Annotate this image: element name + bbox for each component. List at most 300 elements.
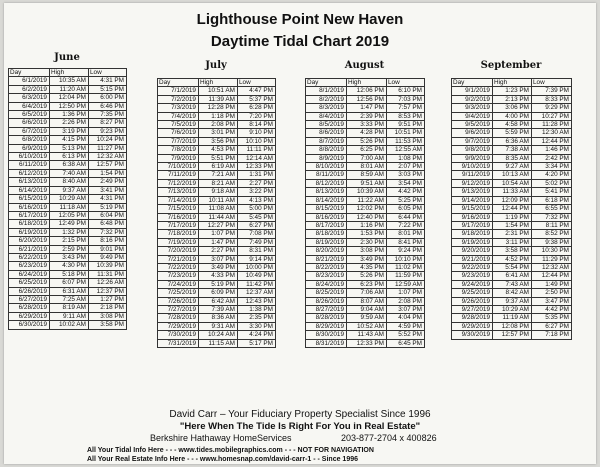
low-tide-cell: 3:54 PM — [387, 179, 425, 187]
table-row — [306, 221, 425, 229]
date-cell: 8/14/2019 — [306, 196, 347, 204]
table-row — [9, 178, 127, 186]
low-tide-cell: 8:27 PM — [89, 119, 127, 127]
high-tide-cell: 4:00 PM — [493, 112, 532, 120]
low-tide-cell: 2:18 PM — [89, 304, 127, 312]
low-tide-cell: 6:46 PM — [89, 102, 127, 110]
date-cell: 9/17/2019 — [452, 221, 493, 229]
high-tide-cell: 5:54 PM — [493, 263, 532, 271]
low-tide-cell: 4:04 PM — [387, 314, 425, 322]
low-tide-cell: 7:32 PM — [89, 228, 127, 236]
low-tide-cell: 11:31 PM — [89, 270, 127, 278]
high-tide-cell: 4:33 PM — [199, 272, 238, 280]
date-cell: 6/1/2019 — [9, 77, 50, 85]
month-title-july: July — [205, 60, 227, 71]
date-cell: 8/5/2019 — [306, 121, 347, 129]
table-row — [452, 213, 572, 221]
table-row — [452, 263, 572, 271]
high-tide-cell: 12:05 PM — [50, 211, 89, 219]
date-cell: 8/1/2019 — [306, 87, 347, 95]
low-tide-cell: 4:47 PM — [238, 87, 276, 95]
high-tide-cell: 9:51 AM — [347, 179, 387, 187]
date-cell: 8/8/2019 — [306, 146, 347, 154]
high-tide-cell: 12:28 PM — [199, 104, 238, 112]
high-tide-cell: 2:59 PM — [50, 245, 89, 253]
date-cell: 8/3/2019 — [306, 104, 347, 112]
high-tide-cell: 6:38 AM — [50, 161, 89, 169]
high-tide-cell: 12:27 PM — [199, 221, 238, 229]
low-tide-cell: 10:39 PM — [89, 262, 127, 270]
high-tide-cell: 9:37 AM — [50, 186, 89, 194]
date-cell: 7/10/2019 — [158, 163, 199, 171]
high-tide-cell: 8:36 AM — [199, 314, 238, 322]
high-tide-cell: 1:47 PM — [347, 104, 387, 112]
high-tide-cell: 1:07 PM — [199, 230, 238, 238]
low-tide-cell: 8:11 PM — [532, 221, 572, 229]
date-cell: 9/19/2019 — [452, 238, 493, 246]
date-cell: 6/19/2019 — [9, 228, 50, 236]
high-tide-cell: 9:27 AM — [493, 163, 532, 171]
tides-link-line: All Your Tidal Info Here - - - www.tides.mobilegraphics.com - - - NOT FOR NAVIGATION — [87, 447, 374, 454]
table-row — [158, 188, 276, 196]
high-tide-cell: 6:09 PM — [199, 289, 238, 297]
table-row — [9, 279, 127, 287]
date-cell: 7/13/2019 — [158, 188, 199, 196]
high-tide-cell: 8:35 AM — [493, 154, 532, 162]
low-tide-cell: 7:57 PM — [387, 104, 425, 112]
low-tide-cell: 2:08 PM — [387, 297, 425, 305]
table-row — [306, 247, 425, 255]
table-row — [158, 87, 276, 95]
low-tide-cell: 6:28 PM — [238, 104, 276, 112]
high-tide-cell: 12:06 PM — [347, 87, 387, 95]
high-tide-cell: 8:19 AM — [50, 304, 89, 312]
high-tide-cell: 10:54 AM — [493, 179, 532, 187]
date-cell: 7/3/2019 — [158, 104, 199, 112]
month-title-september: September — [480, 60, 542, 71]
date-cell: 8/27/2019 — [306, 305, 347, 313]
date-cell: 6/14/2019 — [9, 186, 50, 194]
low-tide-cell: 2:27 PM — [238, 179, 276, 187]
low-tide-cell: 7:18 PM — [532, 331, 572, 339]
date-cell: 8/11/2019 — [306, 171, 347, 179]
table-row — [452, 205, 572, 213]
low-tide-cell: 2:50 PM — [532, 289, 572, 297]
table-row — [158, 247, 276, 255]
date-cell: 7/29/2019 — [158, 322, 199, 330]
low-tide-cell: 2:42 PM — [532, 154, 572, 162]
high-tide-cell: 3:56 PM — [199, 137, 238, 145]
high-tide-cell: 1:23 PM — [493, 87, 532, 95]
table-row — [158, 179, 276, 187]
table-row — [158, 171, 276, 179]
low-tide-cell: 10:24 PM — [89, 136, 127, 144]
date-cell: 6/8/2019 — [9, 136, 50, 144]
table-row — [9, 186, 127, 194]
table-row — [452, 87, 572, 95]
low-tide-cell: 11:11 PM — [238, 146, 276, 154]
low-tide-cell: 6:10 PM — [387, 87, 425, 95]
date-cell: 6/7/2019 — [9, 127, 50, 135]
table-row — [9, 77, 127, 85]
high-tide-cell: 10:02 AM — [50, 321, 89, 329]
table-row — [9, 203, 127, 211]
table-row — [452, 112, 572, 120]
table-row — [158, 196, 276, 204]
low-tide-cell: 11:59 PM — [387, 272, 425, 280]
low-tide-cell: 5:15 PM — [89, 85, 127, 93]
date-cell: 9/23/2019 — [452, 272, 493, 280]
low-tide-cell: 6:18 PM — [532, 196, 572, 204]
date-cell: 9/15/2019 — [452, 205, 493, 213]
low-tide-cell: 1:31 PM — [238, 171, 276, 179]
high-tide-cell: 5:19 PM — [199, 280, 238, 288]
date-cell: 8/31/2019 — [306, 339, 347, 347]
date-cell: 7/12/2019 — [158, 179, 199, 187]
low-tide-cell: 1:38 PM — [238, 305, 276, 313]
date-cell: 7/8/2019 — [158, 146, 199, 154]
table-row — [452, 104, 572, 112]
date-cell: 7/2/2019 — [158, 95, 199, 103]
high-tide-cell: 4:35 PM — [347, 263, 387, 271]
high-tide-cell: 6:41 AM — [493, 272, 532, 280]
date-cell: 8/15/2019 — [306, 205, 347, 213]
table-row — [306, 213, 425, 221]
high-tide-cell: 10:13 AM — [493, 171, 532, 179]
date-cell: 9/3/2019 — [452, 104, 493, 112]
high-tide-cell: 2:13 PM — [493, 95, 532, 103]
low-tide-cell: 9:38 PM — [532, 238, 572, 246]
date-cell: 6/20/2019 — [9, 237, 50, 245]
table-row — [9, 119, 127, 127]
date-cell: 8/4/2019 — [306, 112, 347, 120]
date-cell: 7/23/2019 — [158, 272, 199, 280]
low-tide-cell: 12:26 AM — [89, 279, 127, 287]
date-cell: 9/27/2019 — [452, 305, 493, 313]
date-cell: 8/16/2019 — [306, 213, 347, 221]
low-tide-cell: 6:00 PM — [89, 94, 127, 102]
table-row — [9, 211, 127, 219]
low-tide-cell: 4:42 PM — [532, 305, 572, 313]
date-cell: 8/24/2019 — [306, 280, 347, 288]
date-cell: 9/21/2019 — [452, 255, 493, 263]
table-row — [9, 144, 127, 152]
low-tide-cell: 6:27 PM — [238, 221, 276, 229]
table-row — [452, 95, 572, 103]
high-tide-cell: 3:08 PM — [347, 247, 387, 255]
low-tide-cell: 11:42 PM — [238, 280, 276, 288]
high-tide-cell: 8:21 AM — [199, 179, 238, 187]
table-row — [306, 314, 425, 322]
high-tide-cell: 9:59 AM — [347, 314, 387, 322]
table-row — [306, 255, 425, 263]
agent-slogan: "Here When The Tide Is Right For You in Real Estate" — [179, 421, 421, 432]
low-tide-cell: 12:55 AM — [387, 146, 425, 154]
chart-subtitle: Daytime Tidal Chart 2019 — [210, 33, 390, 50]
column-header-low: Low — [238, 79, 276, 87]
table-row — [452, 163, 572, 171]
low-tide-cell: 3:47 PM — [532, 297, 572, 305]
low-tide-cell: 10:51 PM — [387, 129, 425, 137]
table-row — [9, 262, 127, 270]
date-cell: 7/9/2019 — [158, 154, 199, 162]
low-tide-cell: 12:14 AM — [238, 154, 276, 162]
high-tide-cell: 9:18 AM — [199, 188, 238, 196]
date-cell: 6/2/2019 — [9, 85, 50, 93]
table-row — [9, 312, 127, 320]
column-header-day: Day — [306, 79, 347, 87]
date-cell: 7/31/2019 — [158, 339, 199, 347]
date-cell: 7/16/2019 — [158, 213, 199, 221]
date-cell: 8/23/2019 — [306, 272, 347, 280]
low-tide-cell: 3:30 PM — [238, 322, 276, 330]
low-tide-cell: 8:52 PM — [532, 230, 572, 238]
table-row — [306, 322, 425, 330]
table-row — [306, 146, 425, 154]
low-tide-cell: 7:35 PM — [89, 111, 127, 119]
high-tide-cell: 11:44 AM — [199, 213, 238, 221]
table-row — [452, 305, 572, 313]
high-tide-cell: 7:00 AM — [347, 154, 387, 162]
high-tide-cell: 12:56 PM — [347, 95, 387, 103]
high-tide-cell: 1:16 PM — [347, 221, 387, 229]
high-tide-cell: 12:57 PM — [493, 331, 532, 339]
date-cell: 8/17/2019 — [306, 221, 347, 229]
low-tide-cell: 10:49 PM — [238, 272, 276, 280]
date-cell: 8/19/2019 — [306, 238, 347, 246]
high-tide-cell: 3:33 PM — [347, 121, 387, 129]
table-row — [158, 154, 276, 162]
date-cell: 7/19/2019 — [158, 238, 199, 246]
date-cell: 9/10/2019 — [452, 163, 493, 171]
table-row — [306, 104, 425, 112]
table-row — [158, 297, 276, 305]
low-tide-cell: 4:13 PM — [238, 196, 276, 204]
low-tide-cell: 5:00 PM — [238, 205, 276, 213]
low-tide-cell: 3:34 PM — [532, 163, 572, 171]
table-header-row — [9, 69, 127, 77]
table-row — [452, 221, 572, 229]
date-cell: 6/23/2019 — [9, 262, 50, 270]
high-tide-cell: 11:19 AM — [493, 314, 532, 322]
agent-tagline: David Carr – Your Fiduciary Property Specialist Since 1996 — [169, 409, 431, 420]
table-row — [306, 280, 425, 288]
high-tide-cell: 4:30 PM — [50, 262, 89, 270]
high-tide-cell: 8:07 AM — [347, 297, 387, 305]
date-cell: 9/11/2019 — [452, 171, 493, 179]
date-cell: 8/18/2019 — [306, 230, 347, 238]
high-tide-cell: 2:08 PM — [199, 121, 238, 129]
high-tide-cell: 8:59 AM — [347, 171, 387, 179]
table-row — [452, 146, 572, 154]
date-cell: 9/12/2019 — [452, 179, 493, 187]
high-tide-cell: 7:39 AM — [199, 305, 238, 313]
table-row — [306, 272, 425, 280]
high-tide-cell: 5:51 PM — [199, 154, 238, 162]
date-cell: 8/9/2019 — [306, 154, 347, 162]
low-tide-cell: 10:30 PM — [532, 247, 572, 255]
high-tide-cell: 7:25 AM — [50, 295, 89, 303]
table-header-row — [306, 79, 425, 87]
date-cell: 9/13/2019 — [452, 188, 493, 196]
tide-table-august — [305, 78, 425, 348]
date-cell: 6/25/2019 — [9, 279, 50, 287]
table-row — [306, 188, 425, 196]
column-header-day: Day — [452, 79, 493, 87]
table-row — [306, 305, 425, 313]
date-cell: 6/18/2019 — [9, 220, 50, 228]
date-cell: 7/5/2019 — [158, 121, 199, 129]
low-tide-cell: 6:04 PM — [89, 211, 127, 219]
high-tide-cell: 4:53 PM — [199, 146, 238, 154]
realestate-link-line: All Your Real Estate Info Here - - - www.homesnap.com/david-carr-1 - - Since 1996 — [87, 456, 359, 463]
table-row — [452, 154, 572, 162]
low-tide-cell: 5:52 PM — [387, 331, 425, 339]
date-cell: 7/26/2019 — [158, 297, 199, 305]
high-tide-cell: 11:08 AM — [199, 205, 238, 213]
low-tide-cell: 8:14 PM — [238, 121, 276, 129]
high-tide-cell: 9:31 AM — [199, 322, 238, 330]
high-tide-cell: 1:47 PM — [199, 238, 238, 246]
date-cell: 8/30/2019 — [306, 331, 347, 339]
date-cell: 9/7/2019 — [452, 137, 493, 145]
date-cell: 9/26/2019 — [452, 297, 493, 305]
low-tide-cell: 1:08 PM — [387, 154, 425, 162]
table-row — [158, 230, 276, 238]
table-row — [452, 322, 572, 330]
high-tide-cell: 1:36 PM — [50, 111, 89, 119]
table-row — [158, 305, 276, 313]
high-tide-cell: 3:43 PM — [50, 253, 89, 261]
table-row — [306, 129, 425, 137]
table-row — [306, 196, 425, 204]
low-tide-cell: 3:03 PM — [387, 171, 425, 179]
table-row — [9, 295, 127, 303]
low-tide-cell: 5:25 PM — [387, 196, 425, 204]
column-header-day: Day — [9, 69, 50, 77]
table-row — [9, 94, 127, 102]
high-tide-cell: 10:51 AM — [199, 87, 238, 95]
column-header-high: High — [347, 79, 387, 87]
high-tide-cell: 9:37 AM — [493, 297, 532, 305]
date-cell: 7/30/2019 — [158, 331, 199, 339]
low-tide-cell: 9:23 PM — [89, 127, 127, 135]
table-row — [158, 331, 276, 339]
low-tide-cell: 7:08 PM — [238, 230, 276, 238]
high-tide-cell: 10:11 AM — [199, 196, 238, 204]
date-cell: 8/21/2019 — [306, 255, 347, 263]
low-tide-cell: 7:32 PM — [532, 213, 572, 221]
tide-table-july — [157, 78, 276, 348]
high-tide-cell: 7:38 AM — [493, 146, 532, 154]
table-row — [452, 272, 572, 280]
date-cell: 9/6/2019 — [452, 129, 493, 137]
high-tide-cell: 6:25 PM — [347, 146, 387, 154]
date-cell: 9/18/2019 — [452, 230, 493, 238]
high-tide-cell: 12:08 PM — [493, 322, 532, 330]
low-tide-cell: 7:20 PM — [238, 112, 276, 120]
high-tide-cell: 12:02 PM — [347, 205, 387, 213]
low-tide-cell: 9:01 PM — [89, 245, 127, 253]
date-cell: 9/30/2019 — [452, 331, 493, 339]
table-row — [452, 280, 572, 288]
date-cell: 7/25/2019 — [158, 289, 199, 297]
low-tide-cell: 10:00 PM — [238, 263, 276, 271]
table-row — [9, 195, 127, 203]
low-tide-cell: 5:45 PM — [238, 213, 276, 221]
low-tide-cell: 9:24 PM — [387, 247, 425, 255]
date-cell: 9/5/2019 — [452, 121, 493, 129]
date-cell: 7/17/2019 — [158, 221, 199, 229]
date-cell: 7/28/2019 — [158, 314, 199, 322]
low-tide-cell: 4:20 PM — [532, 171, 572, 179]
date-cell: 9/20/2019 — [452, 247, 493, 255]
date-cell: 6/21/2019 — [9, 245, 50, 253]
table-row — [9, 111, 127, 119]
date-cell: 7/27/2019 — [158, 305, 199, 313]
low-tide-cell: 9:14 PM — [238, 255, 276, 263]
low-tide-cell: 3:08 PM — [89, 312, 127, 320]
date-cell: 6/5/2019 — [9, 111, 50, 119]
high-tide-cell: 5:13 PM — [50, 144, 89, 152]
table-row — [158, 238, 276, 246]
high-tide-cell: 7:21 AM — [199, 171, 238, 179]
date-cell: 9/14/2019 — [452, 196, 493, 204]
date-cell: 6/24/2019 — [9, 270, 50, 278]
high-tide-cell: 3:49 PM — [199, 263, 238, 271]
low-tide-cell: 8:53 PM — [387, 112, 425, 120]
table-row — [158, 221, 276, 229]
table-row — [9, 153, 127, 161]
high-tide-cell: 1:32 PM — [50, 228, 89, 236]
table-row — [306, 87, 425, 95]
high-tide-cell: 7:06 AM — [347, 289, 387, 297]
month-title-august: August — [344, 60, 385, 71]
low-tide-cell: 2:07 PM — [387, 163, 425, 171]
high-tide-cell: 9:04 AM — [347, 305, 387, 313]
high-tide-cell: 3:06 PM — [493, 104, 532, 112]
table-row — [158, 289, 276, 297]
table-row — [306, 205, 425, 213]
low-tide-cell: 10:27 PM — [532, 112, 572, 120]
table-row — [452, 314, 572, 322]
date-cell: 6/4/2019 — [9, 102, 50, 110]
low-tide-cell: 8:31 PM — [238, 247, 276, 255]
low-tide-cell: 11:27 PM — [89, 144, 127, 152]
low-tide-cell: 4:24 PM — [238, 331, 276, 339]
low-tide-cell: 9:49 PM — [89, 253, 127, 261]
high-tide-cell: 10:39 AM — [347, 188, 387, 196]
low-tide-cell: 6:45 PM — [387, 339, 425, 347]
low-tide-cell: 11:53 PM — [387, 137, 425, 145]
column-header-day: Day — [158, 79, 199, 87]
table-row — [9, 102, 127, 110]
low-tide-cell: 6:48 PM — [89, 220, 127, 228]
high-tide-cell: 10:52 AM — [347, 322, 387, 330]
high-tide-cell: 1:54 PM — [493, 221, 532, 229]
low-tide-cell: 6:05 PM — [387, 205, 425, 213]
date-cell: 8/22/2019 — [306, 263, 347, 271]
high-tide-cell: 3:07 PM — [199, 255, 238, 263]
high-tide-cell: 5:18 PM — [50, 270, 89, 278]
low-tide-cell: 12:57 PM — [89, 161, 127, 169]
phone-number: 203-877-2704 x 400826 — [341, 433, 437, 443]
high-tide-cell: 1:53 PM — [347, 230, 387, 238]
chart-title: Lighthouse Point New Haven — [196, 11, 404, 28]
low-tide-cell: 12:32 AM — [532, 263, 572, 271]
high-tide-cell: 12:49 PM — [50, 220, 89, 228]
table-row — [158, 339, 276, 347]
